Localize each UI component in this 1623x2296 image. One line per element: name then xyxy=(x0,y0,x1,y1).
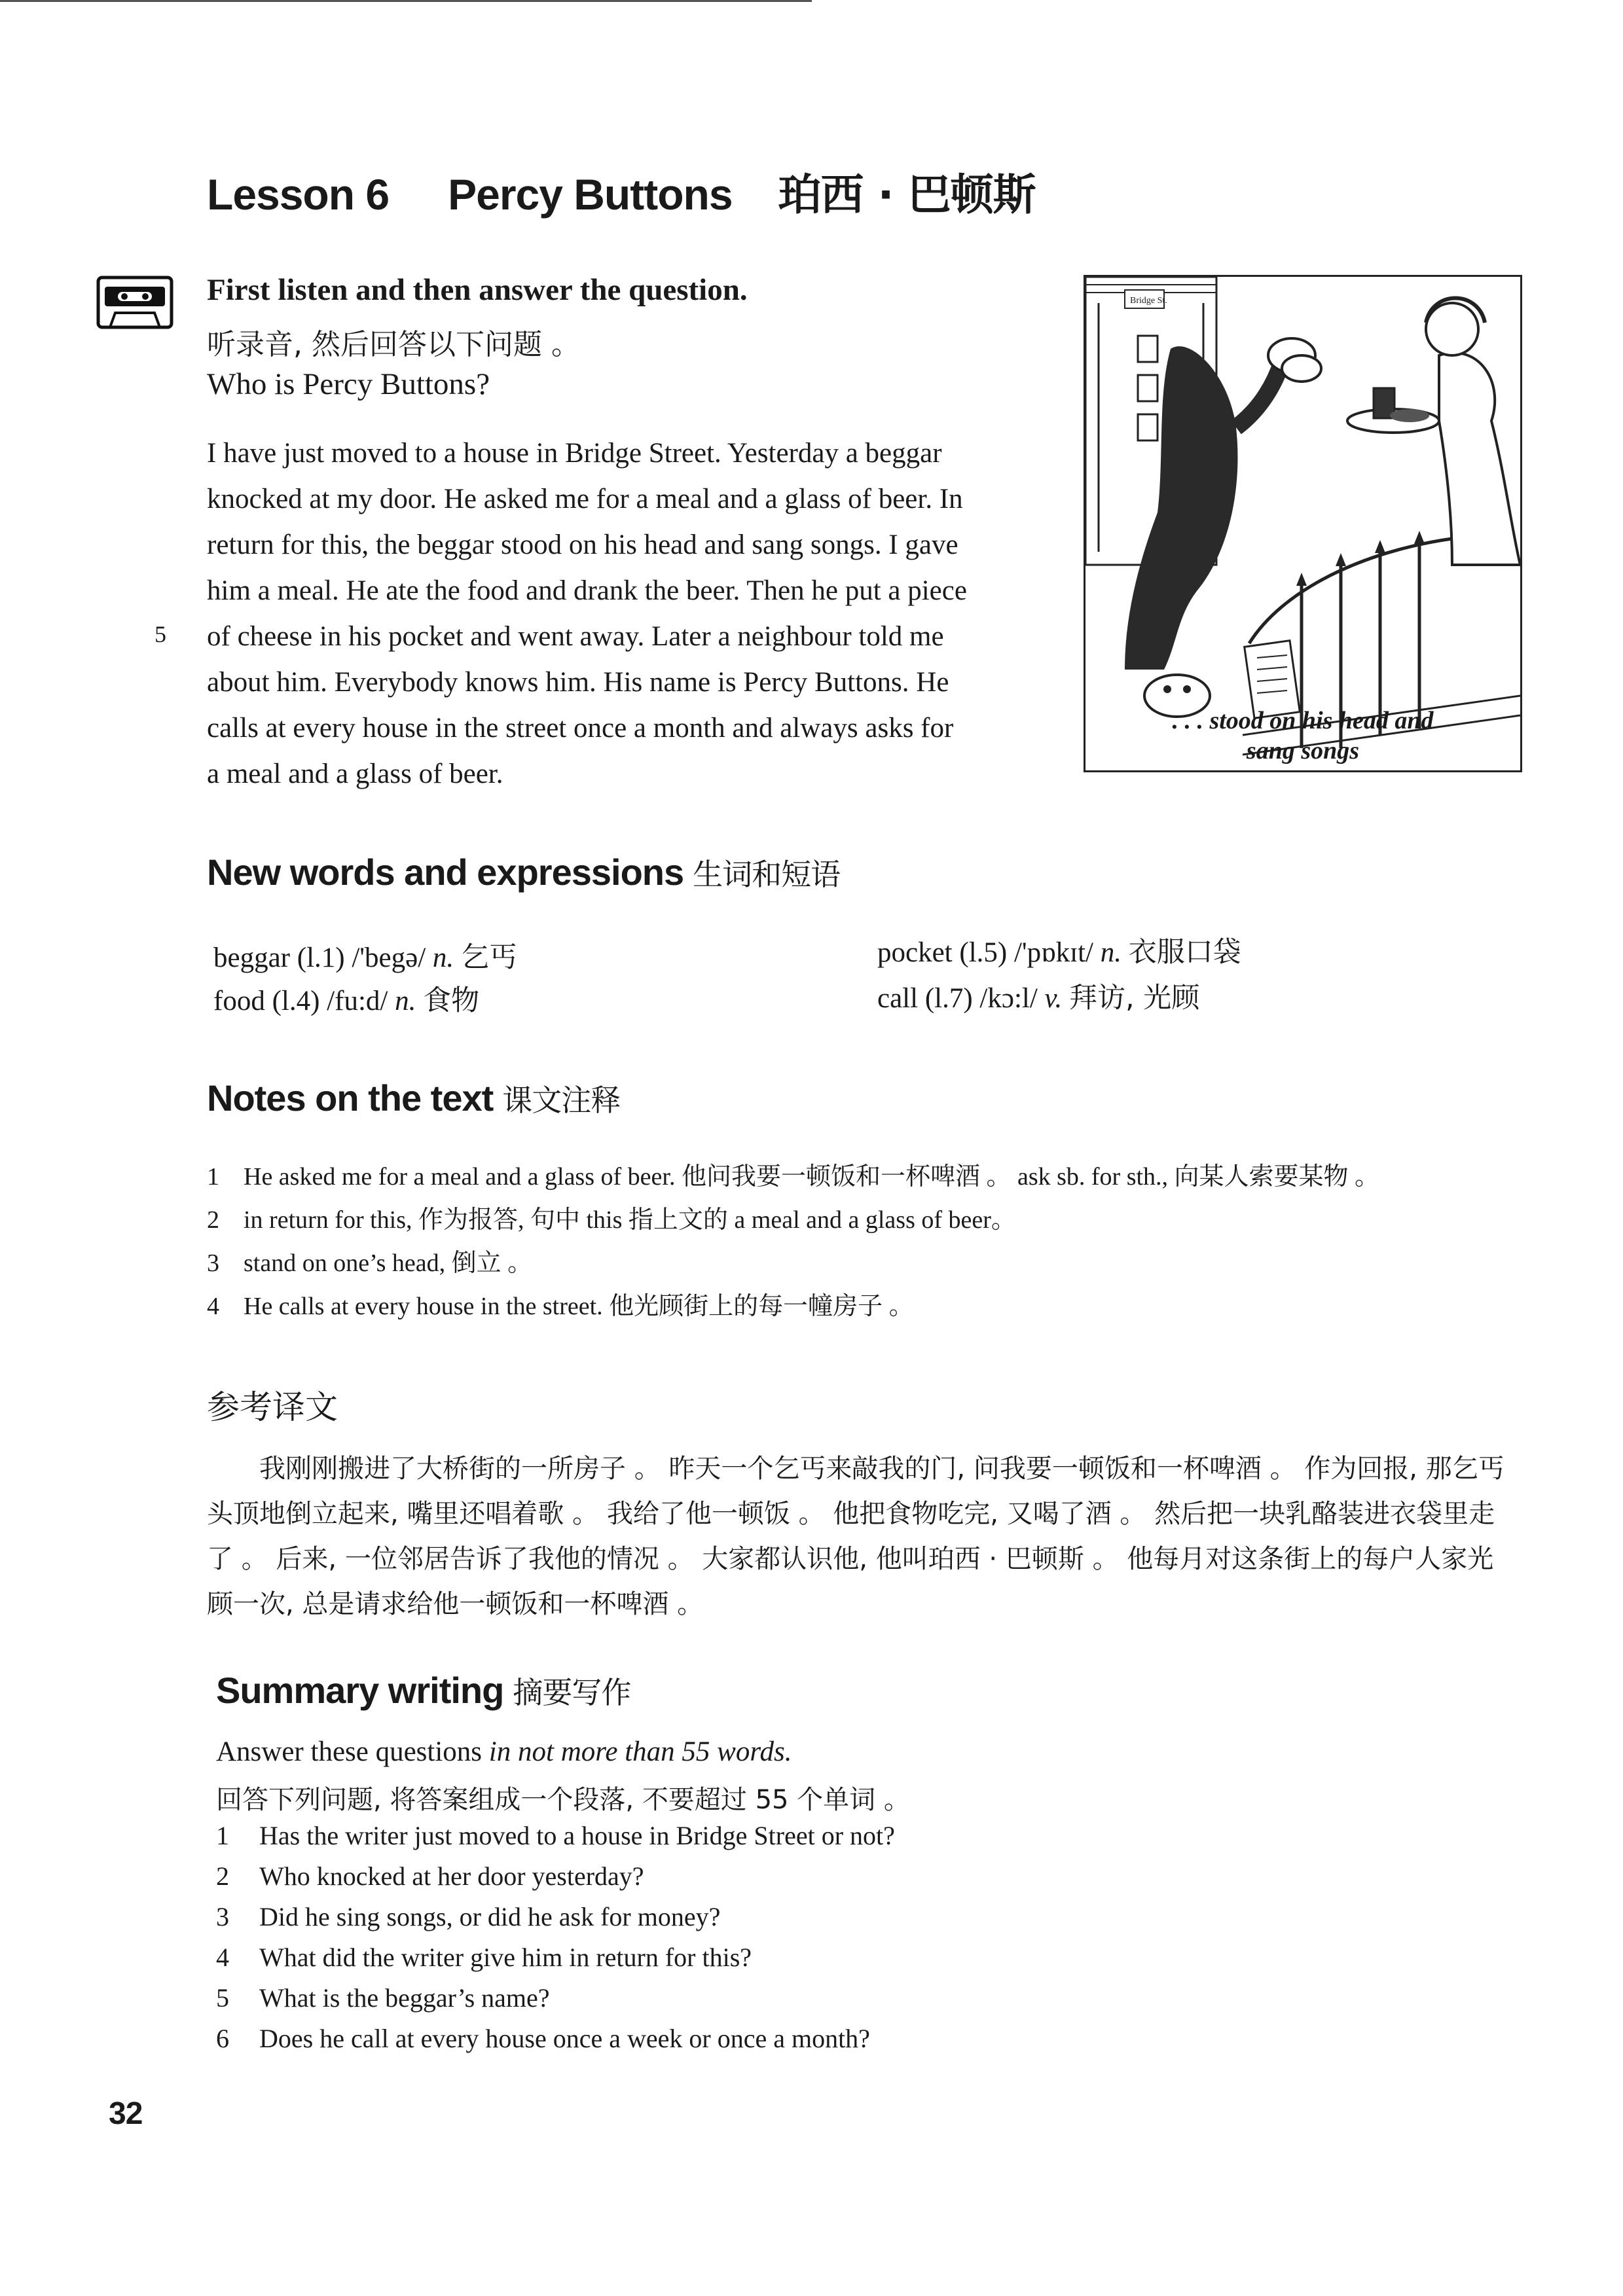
new-words-heading-en: New words and expressions xyxy=(207,852,684,893)
note-text: He asked me for a meal and a glass of beer. 他问我要一顿饭和一杯啤酒 。 ask sb. for sth., 向某人索要某物 。 xyxy=(244,1163,1380,1191)
vocab-word: beggar xyxy=(213,942,290,973)
notes-heading-en: Notes on the text xyxy=(207,1077,494,1119)
summary-question xyxy=(216,1978,1198,2018)
summary-question xyxy=(216,2018,1198,2059)
note-item xyxy=(207,1285,1542,1328)
lesson-title xyxy=(207,160,1036,222)
page-number: 32 xyxy=(109,2096,143,2131)
note-number: 4 xyxy=(207,1293,219,1320)
story-line: of cheese in his pocket and went away. Later a neighbour told me xyxy=(207,621,944,652)
lesson-title-en: Percy Buttons xyxy=(448,170,733,219)
summary-heading-en: Summary writing xyxy=(216,1670,504,1711)
new-words-heading-cn: 生词和短语 xyxy=(693,857,841,892)
vocab-ref: (l.1) xyxy=(297,942,345,973)
notes-heading-cn: 课文注释 xyxy=(502,1083,621,1118)
summary-intro-limit: in not more than 55 words. xyxy=(488,1736,792,1767)
summary-question xyxy=(216,1897,1198,1937)
lesson-title-cn: 珀西 · 巴顿斯 xyxy=(778,170,1036,220)
question-number: 4 xyxy=(216,1943,229,1972)
question-text: Did he sing songs, or did he ask for money? xyxy=(259,1902,721,1931)
summary-intro-cn: 回答下列问题, 将答案组成一个段落, 不要超过 55 个单词 。 xyxy=(216,1785,910,1815)
note-text: He calls at every house in the street. 他光顾街上的每一幢房子 。 xyxy=(244,1293,914,1320)
vocab-pos: n. xyxy=(1100,937,1122,968)
summary-intro-text: Answer these questions xyxy=(216,1736,483,1767)
summary-question xyxy=(216,1816,1198,1856)
vocab-ipa: /'begə/ xyxy=(352,942,426,973)
note-number: 1 xyxy=(207,1163,219,1191)
note-text: stand on one’s head, 倒立 。 xyxy=(244,1249,533,1277)
notes-list xyxy=(207,1155,1542,1328)
question-number: 5 xyxy=(216,1983,229,2013)
vocab-ipa: /fu:d/ xyxy=(327,986,388,1016)
vocab-pos: v. xyxy=(1044,983,1063,1014)
note-item xyxy=(207,1198,1542,1242)
street-sign-text: Bridge St. xyxy=(1130,296,1167,306)
vocab-item xyxy=(877,975,1199,1022)
question-text: What did the writer give him in return for this? xyxy=(259,1943,752,1972)
question-text: What is the beggar’s name? xyxy=(259,1983,550,2013)
summary-intro xyxy=(216,1736,792,1768)
summary-question xyxy=(216,1937,1198,1978)
summary-questions xyxy=(216,1816,1198,2059)
story-line: I have just moved to a house in Bridge Street. Yesterday a beggar xyxy=(207,438,942,469)
listen-instruction-cn: 听录音, 然后回答以下问题 。 xyxy=(207,328,580,361)
vocab-word: call xyxy=(877,983,919,1014)
vocab-meaning: 衣服口袋 xyxy=(1128,936,1241,969)
note-number: 3 xyxy=(207,1249,219,1277)
vocab-ipa: /'pɒkɪt/ xyxy=(1013,937,1093,968)
top-rule xyxy=(0,0,812,2)
listen-question: Who is Percy Buttons? xyxy=(207,367,490,401)
vocab-ref: (l.5) xyxy=(959,937,1008,968)
vocab-item xyxy=(213,935,517,981)
vocab-ipa: /kɔ:l/ xyxy=(979,983,1038,1014)
story-line: a meal and a glass of beer. xyxy=(207,759,503,789)
summary-heading-cn: 摘要写作 xyxy=(513,1675,631,1710)
note-number: 2 xyxy=(207,1206,219,1234)
illustration-frame xyxy=(1084,275,1522,772)
note-text: in return for this, 作为报答, 句中 this 指上文的 a meal and a glass of beer。 xyxy=(244,1206,1016,1234)
vocab-item xyxy=(877,929,1241,976)
story-line: return for this, the beggar stood on his head and sang songs. I gave xyxy=(207,529,958,560)
story-line: him a meal. He ate the food and drank the beer. Then he put a piece xyxy=(207,575,967,606)
question-number: 1 xyxy=(216,1821,229,1850)
note-item xyxy=(207,1155,1542,1198)
caption-line: . . . stood on his head and xyxy=(1172,707,1434,734)
vocab-word: food xyxy=(213,986,265,1016)
vocab-meaning: 拜访, 光顾 xyxy=(1068,982,1200,1014)
question-number: 3 xyxy=(216,1902,229,1931)
note-item xyxy=(207,1242,1542,1285)
beggar-illustration xyxy=(1085,277,1520,770)
question-number: 6 xyxy=(216,2024,229,2053)
vocab-word: pocket xyxy=(877,937,953,968)
summary-question xyxy=(216,1856,1198,1897)
line-number: 5 xyxy=(155,621,166,647)
illustration-caption xyxy=(1106,706,1499,766)
question-text: Does he call at every house once a week or once a month? xyxy=(259,2024,870,2053)
story-text xyxy=(207,431,1025,797)
listen-instruction: First listen and then answer the question. xyxy=(207,273,748,307)
cassette-tape-icon xyxy=(96,275,174,330)
story-line: knocked at my door. He asked me for a meal and a glass of beer. In xyxy=(207,484,963,514)
vocab-meaning: 乞丐 xyxy=(460,941,517,974)
vocab-ref: (l.4) xyxy=(272,986,320,1016)
vocab-item xyxy=(213,978,479,1024)
vocab-pos: n. xyxy=(395,986,416,1016)
reference-text: 我刚刚搬进了大桥街的一所房子 。 昨天一个乞丐来敲我的门, 问我要一顿饭和一杯啤酒 。 作为回报, 那乞丐头顶地倒立起来, 嘴里还唱着歌 。 我给了他一顿饭 。 他把食物吃完, 又喝了酒 。 然后把一块乳酪装进衣袋里走了 。 后来, 一位邻居告诉了我他的情况 。 大家都认识他, 他叫珀西 · 巴顿斯 。 他每月对这条街上的每户人家光顾一次, 总是请求给他一顿饭和一杯啤酒 。 xyxy=(207,1454,1504,1619)
reference-heading: 参考译文 xyxy=(207,1388,338,1426)
vocab-meaning: 食物 xyxy=(423,984,480,1017)
new-words-heading xyxy=(207,851,840,894)
question-text: Has the writer just moved to a house in Bridge Street or not? xyxy=(259,1821,895,1850)
story-line: calls at every house in the street once a month and always asks for xyxy=(207,713,954,744)
summary-heading xyxy=(216,1669,630,1712)
vocab-pos: n. xyxy=(432,942,454,973)
question-number: 2 xyxy=(216,1861,229,1891)
question-text: Who knocked at her door yesterday? xyxy=(259,1861,644,1891)
caption-line: sang songs xyxy=(1246,737,1360,764)
story-line: about him. Everybody knows him. His name is Percy Buttons. He xyxy=(207,667,949,698)
lesson-label: Lesson 6 xyxy=(207,170,390,219)
notes-heading xyxy=(207,1077,620,1120)
vocab-ref: (l.7) xyxy=(924,983,973,1014)
